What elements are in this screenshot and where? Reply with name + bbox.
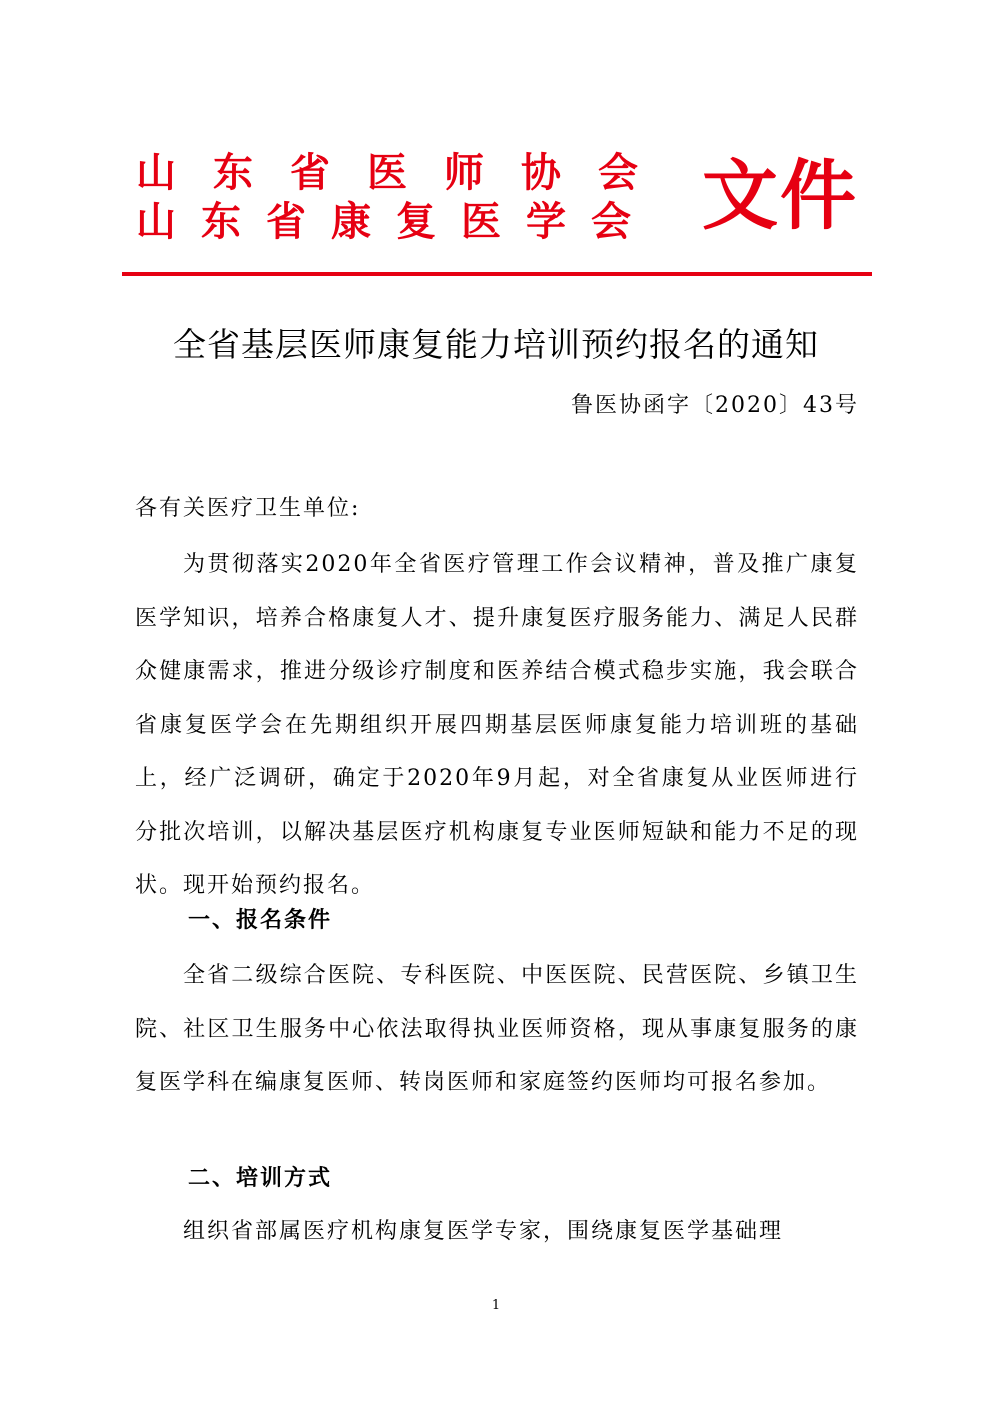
- page-number: 1: [491, 1298, 501, 1313]
- document-number: 鲁医协函字〔2020〕43号: [571, 393, 859, 418]
- intro-paragraph: 为贯彻落实2020年全省医疗管理工作会议精神，普及推广康复医学知识，培养合格康复人才、提升康复医疗服务能力、满足人民群众健康需求，推进分级诊疗制度和医养结合模式稳步实施，我会联合省康复医学会在先期组织开展四期基层医师康复能力培训班的基础上，经广泛调研，确定于2020年9月起，对全省康复从业医师进行分批次培训，以解决基层医疗机构康复专业医师短缺和能力不足的现状。现开始预约报名。: [135, 552, 859, 898]
- document-mark: 文件: [702, 151, 858, 240]
- section-2-paragraph: 组织省部属医疗机构康复医学专家，围绕康复医学基础理: [183, 1219, 784, 1244]
- section-1-heading: 一、报名条件: [188, 908, 333, 933]
- salutation: 各有关医疗卫生单位:: [135, 496, 361, 521]
- red-divider: [122, 272, 872, 276]
- document-title: 全省基层医师康复能力培训预约报名的通知: [173, 325, 819, 364]
- issuer-name-1: 山东省医师协会: [136, 149, 675, 196]
- issuer-name-2: 山东省康复医学会: [136, 198, 656, 245]
- section-2-heading: 二、培训方式: [188, 1166, 333, 1191]
- section-1-paragraph: 全省二级综合医院、专科医院、中医医院、民营医院、乡镇卫生院、社区卫生服务中心依法取得执业医师资格，现从事康复服务的康复医学科在编康复医师、转岗医师和家庭签约医师均可报名参加。: [135, 963, 859, 1095]
